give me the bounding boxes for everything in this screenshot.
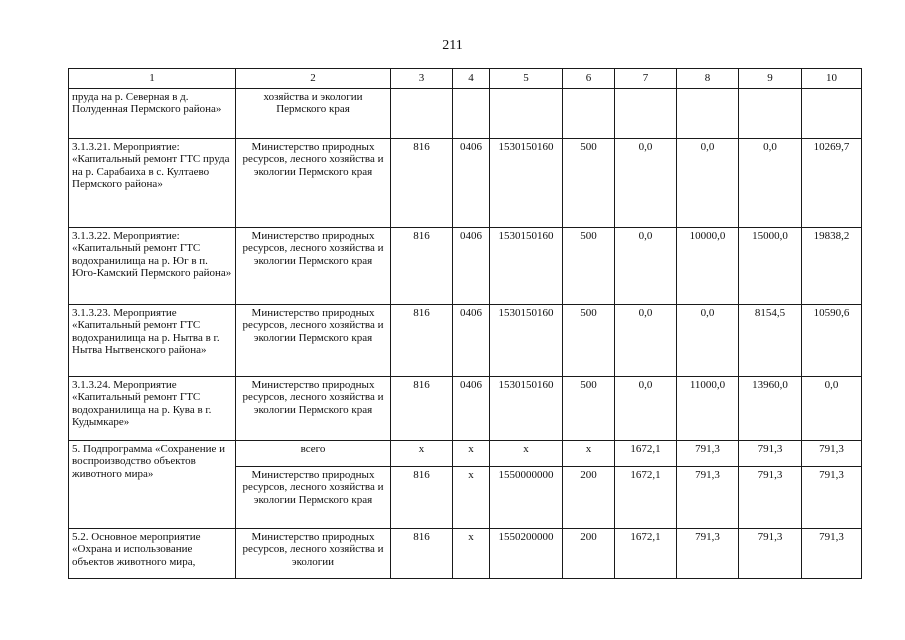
table-cell: 19838,2 <box>802 228 862 305</box>
table-cell: 1550200000 <box>490 529 563 579</box>
table-cell <box>739 89 802 139</box>
table-cell: 1530150160 <box>490 139 563 228</box>
column-header: 5 <box>490 69 563 89</box>
column-header: 1 <box>69 69 236 89</box>
table-cell: 200 <box>563 529 615 579</box>
measure-name: 3.1.3.24. Мероприятие «Капитальный ремонт ГТС водохранилища на р. Кува в г. Кудымкаре» <box>69 377 236 441</box>
table-cell: 0,0 <box>615 139 677 228</box>
table-cell: 8154,5 <box>739 305 802 377</box>
column-header: 2 <box>236 69 391 89</box>
table-cell: 0406 <box>453 305 490 377</box>
measure-name: 3.1.3.22. Мероприятие: «Капитальный ремонт ГТС водохранилища на р. Юг в п. Юго-Камский Пермского района» <box>69 228 236 305</box>
table-cell: 1530150160 <box>490 228 563 305</box>
table-cell: 791,3 <box>739 441 802 467</box>
agency-cell: Министерство природных ресурсов, лесного хозяйства и экологии Пермского края <box>236 139 391 228</box>
agency-cell: Министерство природных ресурсов, лесного хозяйства и экологии Пермского края <box>236 467 391 529</box>
table-cell <box>802 89 862 139</box>
measure-name: 3.1.3.21. Мероприятие: «Капитальный ремонт ГТС пруда на р. Сарабаиха в с. Култаево Пермского района» <box>69 139 236 228</box>
subprogram-name: 5. Подпрограмма «Сохранение и воспроизводство объектов животного мира» <box>69 441 236 529</box>
table-cell: 0,0 <box>739 139 802 228</box>
agency-cell: всего <box>236 441 391 467</box>
table-cell: 791,3 <box>802 441 862 467</box>
table-cell: х <box>453 441 490 467</box>
table-row <box>69 529 862 579</box>
table-cell: 500 <box>563 305 615 377</box>
table-row <box>69 228 862 305</box>
table-cell: 500 <box>563 228 615 305</box>
table-cell: 0406 <box>453 377 490 441</box>
table-cell: 500 <box>563 139 615 228</box>
agency-cell: Министерство природных ресурсов, лесного хозяйства и экологии Пермского края <box>236 228 391 305</box>
agency-cell: Министерство природных ресурсов, лесного хозяйства и экологии Пермского края <box>236 377 391 441</box>
agency-cell: Министерство природных ресурсов, лесного хозяйства и экологии Пермского края <box>236 305 391 377</box>
table-cell: 791,3 <box>739 529 802 579</box>
table-cell: х <box>563 441 615 467</box>
table-cell: 816 <box>391 139 453 228</box>
table-cell: 0406 <box>453 228 490 305</box>
table-cell: х <box>391 441 453 467</box>
table-cell: 791,3 <box>739 467 802 529</box>
table-cell: 0,0 <box>615 305 677 377</box>
table-row <box>69 305 862 377</box>
table-cell: 11000,0 <box>677 377 739 441</box>
measure-name: 3.1.3.23. Мероприятие «Капитальный ремонт ГТС водохранилища на р. Нытва в г. Нытва Нытвенского района» <box>69 305 236 377</box>
measure-name: пруда на р. Северная в д. Полуденная Пермского района» <box>69 89 236 139</box>
column-header: 7 <box>615 69 677 89</box>
table-cell: 0,0 <box>615 377 677 441</box>
table-cell: 791,3 <box>677 441 739 467</box>
page-number: 211 <box>442 38 463 53</box>
table-cell: 1550000000 <box>490 467 563 529</box>
agency-cell: Министерство природных ресурсов, лесного хозяйства и экологии <box>236 529 391 579</box>
table-cell: 0,0 <box>802 377 862 441</box>
table-row <box>69 441 862 467</box>
table-cell: 0,0 <box>615 228 677 305</box>
table-cell <box>615 89 677 139</box>
table-cell: 10269,7 <box>802 139 862 228</box>
column-header: 8 <box>677 69 739 89</box>
table-cell: х <box>490 441 563 467</box>
table-cell: 15000,0 <box>739 228 802 305</box>
table-cell: 791,3 <box>677 467 739 529</box>
table-cell: х <box>453 529 490 579</box>
column-header: 3 <box>391 69 453 89</box>
table-row <box>69 89 862 139</box>
table-cell: 816 <box>391 305 453 377</box>
table-cell: 1672,1 <box>615 441 677 467</box>
table-cell: 10590,6 <box>802 305 862 377</box>
table-cell: 791,3 <box>677 529 739 579</box>
table-cell: 816 <box>391 228 453 305</box>
column-header: 9 <box>739 69 802 89</box>
table-cell: 1530150160 <box>490 305 563 377</box>
column-header: 10 <box>802 69 862 89</box>
table-cell: 816 <box>391 467 453 529</box>
column-header: 4 <box>453 69 490 89</box>
table-cell: 791,3 <box>802 467 862 529</box>
table-cell: 1672,1 <box>615 467 677 529</box>
table-cell: 816 <box>391 377 453 441</box>
table-cell <box>391 89 453 139</box>
table-cell: 791,3 <box>802 529 862 579</box>
measure-name: 5.2. Основное мероприятие «Охрана и использование объектов животного мира, <box>69 529 236 579</box>
header-row <box>69 69 862 89</box>
table-cell: 0406 <box>453 139 490 228</box>
table-cell: 0,0 <box>677 139 739 228</box>
table-cell <box>563 89 615 139</box>
table-cell: 13960,0 <box>739 377 802 441</box>
table-row <box>69 377 862 441</box>
budget-table <box>68 68 862 579</box>
column-header: 6 <box>563 69 615 89</box>
table-cell <box>677 89 739 139</box>
table-cell: х <box>453 467 490 529</box>
table-cell: 500 <box>563 377 615 441</box>
table-cell <box>453 89 490 139</box>
table-cell: 200 <box>563 467 615 529</box>
table-cell: 10000,0 <box>677 228 739 305</box>
table-cell: 1530150160 <box>490 377 563 441</box>
table-cell: 816 <box>391 529 453 579</box>
table-row <box>69 139 862 228</box>
table-cell <box>490 89 563 139</box>
table-cell: 0,0 <box>677 305 739 377</box>
agency-cell: хозяйства и экологии Пермского края <box>236 89 391 139</box>
table-cell: 1672,1 <box>615 529 677 579</box>
